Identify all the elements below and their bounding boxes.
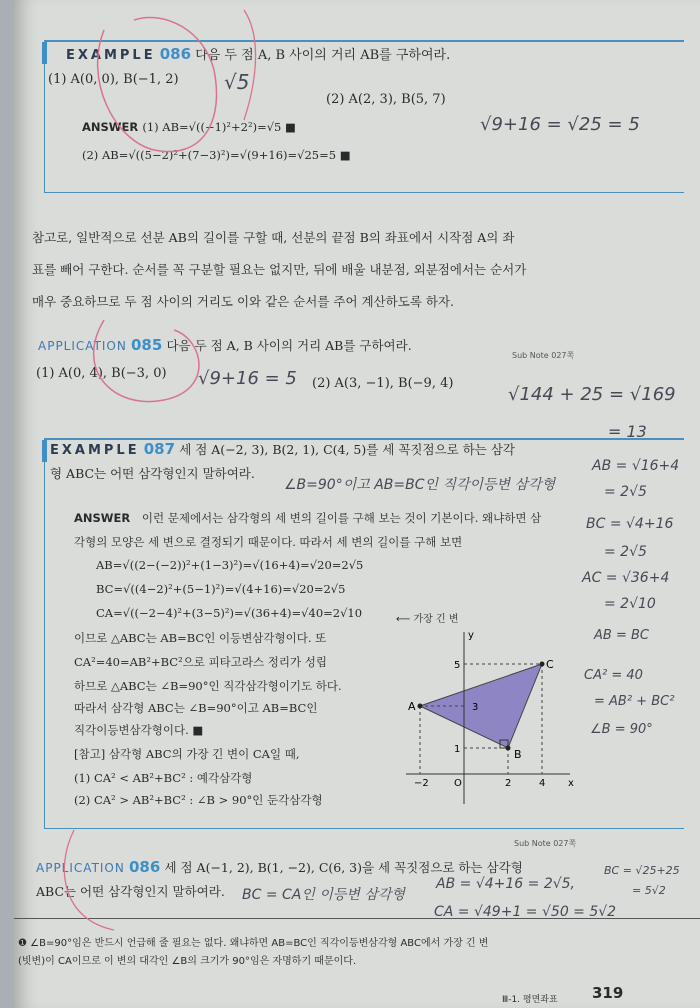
problem-1: (1) A(0, 0), B(−1, 2) [48,72,179,87]
point-a [418,704,423,709]
body-4: 따라서 삼각형 ABC는 ∠B=90°이고 AB=BC인 [74,701,318,715]
tick-x-2: 2 [505,778,512,789]
example-number: 087 [143,440,176,458]
application-085-problem-2: (2) A(3, −1), B(−9, 4) [312,376,454,391]
answer-intro-1 [74,510,541,526]
handwriting: √144 + 25 = √169 [508,384,676,405]
paragraph-line-3: 매우 중요하므로 두 점 사이의 거리도 이와 같은 순서를 주어 계산하도록 하자. [32,294,455,309]
body-3: 하므로 △ABC는 ∠B=90°인 직각삼각형이기도 하다. [74,679,342,693]
answer-line-1 [82,120,296,135]
section-label: Ⅲ-1. 평면좌표 [502,995,558,1005]
note-3: (2) CA² > AB²+BC² : ∠B > 90°인 둔각삼각형 [74,793,323,807]
handwriting: √5 [224,70,250,94]
handwriting: = AB² + BC² [594,694,675,709]
page-number: 319 [592,984,624,1002]
longest-side-note: ⟵ 가장 긴 변 [396,614,459,625]
body-1: 이므로 △ABC는 AB=BC인 이등변삼각형이다. 또 [74,631,327,645]
sub-note: Sub Note 027쪽 [514,839,577,848]
handwriting: AC = √36+4 [582,570,670,586]
application-086-question-2: ABC는 어떤 삼각형인지 말하여라. [36,884,225,899]
label-c: C [546,658,554,671]
application-number: 086 [129,858,161,876]
label-a: A [408,700,416,713]
answer-2: (2) AB=√((5−2)²+(7−3)²)=√(9+16)=√25=5 ■ [82,148,351,162]
handwriting: ∠B=90°이고 AB=BC인 직각이등변 삼각형 [284,477,556,493]
coordinate-graph [402,624,578,814]
handwriting: = 13 [608,422,647,441]
paragraph-line-1: 참고로, 일반적으로 선분 AB의 길이를 구할 때, 선분의 끝점 B의 좌표에서 시작점 A의 좌 [32,230,515,245]
answer-1: (1) AB=√((−1)²+2²)=√5 ■ [142,120,296,134]
application-question: 세 점 A(−1, 2), B(1, −2), C(6, 3)을 세 꼭짓점으로 하는 삼각형 [164,860,523,875]
handwriting: AB = √16+4 [592,458,680,474]
sub-note: Sub Note 027쪽 [512,351,575,360]
textbook-page [14,0,700,1008]
handwriting: AB = BC [594,628,649,643]
application-number: 085 [131,336,163,354]
handwriting: BC = √25+25 [604,864,680,877]
note-label: [참고] [74,747,106,761]
answer-label: ANSWER [82,120,139,134]
application-question: 다음 두 점 A, B 사이의 거리 AB를 구하여라. [166,338,412,353]
answer-label: ANSWER [74,511,131,525]
handwriting: = 2√10 [604,596,656,612]
handwriting: AB = √4+16 = 2√5, [436,876,576,892]
handwriting: CA² = 40 [584,668,643,683]
label-b: B [514,748,522,761]
eq-bc: BC=√((4−2)²+(5−1)²)=√(4+16)=√20=2√5 [96,582,346,596]
handwriting: = 2√5 [604,484,647,500]
body-5: 직각이등변삼각형이다. ■ [74,723,204,737]
footnote-line-1 [18,934,488,949]
handwriting: √9+16 = √25 = 5 [480,114,640,135]
example-number: 086 [159,45,192,63]
handwriting: = 5√2 [632,884,666,897]
y-axis-label: y [468,630,474,641]
note-1 [74,746,300,762]
example-question: 다음 두 점 A, B 사이의 거리 AB를 구하여라. [195,48,451,63]
footnote-line-2: (빗변)이 CA이므로 이 변의 대각인 ∠B의 크기가 90°임은 자명하기 때문이다. [18,956,357,967]
problem-2: (2) A(2, 3), B(5, 7) [326,92,446,107]
handwriting: CA = √49+1 = √50 = 5√2 [434,904,617,920]
application-label: APPLICATION [36,861,125,875]
book-spine [0,0,14,1008]
tick-y-3: 3 [472,702,479,713]
eq-ca: CA=√((−2−4)²+(3−5)²)=√(36+4)=√40=2√10 [96,606,363,620]
answer-text: 이런 문제에서는 삼각형의 세 변의 길이를 구해 보는 것이 기본이다. 왜냐하면 삼 [141,511,542,525]
handwriting: BC = CA인 이등변 삼각형 [242,887,405,903]
point-b [506,746,511,751]
tick-y-5: 5 [454,660,461,671]
point-c [540,662,545,667]
example-question-2: 형 ABC는 어떤 삼각형인지 말하여라. [50,466,255,481]
note-2: (1) CA² < AB²+BC² : 예각삼각형 [74,771,253,785]
handwriting: ∠B = 90° [590,722,653,737]
example-question: 세 점 A(−2, 3), B(2, 1), C(4, 5)를 세 꼭짓점으로 하는 삼각 [179,442,515,457]
example-label: EXAMPLE [50,443,140,458]
handwriting: = 2√5 [604,544,647,560]
application-086-title [36,858,523,876]
note-text: 삼각형 ABC의 가장 긴 변이 CA일 때, [108,747,300,761]
handwriting: √9+16 = 5 [198,368,297,389]
footnote-marker: ❶ [18,938,27,949]
application-085-title [38,336,412,354]
tick-x-neg2: −2 [414,778,429,789]
handwriting: BC = √4+16 [586,516,674,532]
example-086-title [66,44,450,63]
footnote-text: ∠B=90°임은 반드시 언급해 줄 필요는 없다. 왜냐하면 AB=BC인 직각이등변삼각형 ABC에서 가장 긴 변 [30,938,489,949]
application-085-problem-1: (1) A(0, 4), B(−3, 0) [36,366,167,381]
tick-y-1: 1 [454,744,461,755]
x-axis-label: x [568,778,574,789]
eq-ab: AB=√((2−(−2))²+(1−3)²)=√(16+4)=√20=2√5 [96,558,364,572]
example-087-title [50,440,515,458]
answer-intro-2: 각형의 모양은 세 변으로 결정되기 때문이다. 따라서 세 변의 길이를 구해 보면 [74,535,463,549]
paragraph-line-2: 표를 빼어 구한다. 순서를 꼭 구분할 필요는 없지만, 뒤에 배울 내분점, 외분점에서는 순서가 [32,262,527,277]
origin-label: O [454,778,462,789]
tick-x-4: 4 [539,778,546,789]
application-label: APPLICATION [38,339,127,353]
body-2: CA²=40=AB²+BC²으로 피타고라스 정리가 성립 [74,655,327,669]
example-label: EXAMPLE [66,48,156,63]
